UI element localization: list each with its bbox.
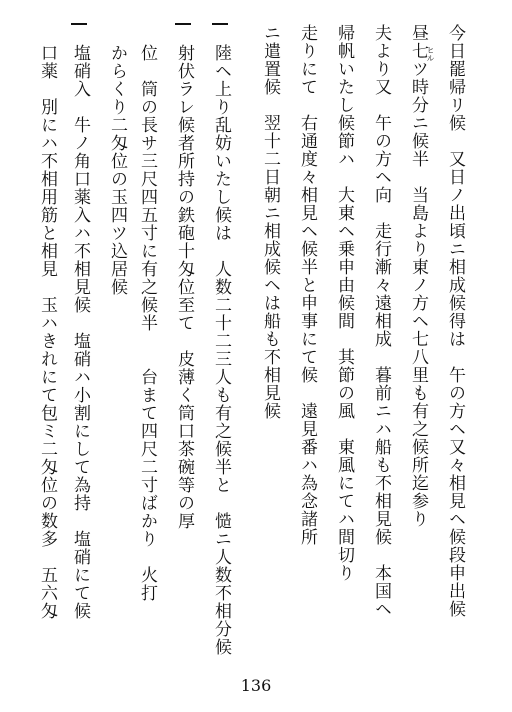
bullet-mark-2 xyxy=(171,20,197,40)
text-column-9: 位 筒の長サ三尺四五寸に有之候半 台まて四尺二寸ばかり 火打 xyxy=(137,44,157,602)
text-column-2: 昼七ツ時分ニ候半 当島より東ノ方ヘ七八里も有之候所迄参り xyxy=(408,24,428,528)
text-column-8: 射伏ラレ候者所持の鉄砲十匁位至て 皮薄く筒口茶碗等の厚 xyxy=(174,44,194,530)
text-column-3: 夫より又 午の方ヘ向 走行漸々遠相成 暮前ニハ船も不相見候 本国ヘ xyxy=(371,24,391,618)
bullet-mark-3 xyxy=(67,20,93,40)
text-column-10: からくり二匁位の玉四ツ込居候 xyxy=(107,44,127,296)
text-column-1: 今日罷帰リ候 又日ノ出頃ニ相成候得は 午の方ヘ又々相見ヘ候段申出候 xyxy=(445,24,465,618)
page-number: 136 xyxy=(240,676,272,695)
bullet-mark-1 xyxy=(208,20,234,40)
text-column-6: ニ遣置候 翌十二日朝ニ相成候ヘは船も不相見候 xyxy=(260,24,280,420)
text-column-12: 口薬 別にハ不相用筋と相見 玉ハきれにて包ミ二匁位の数多 五六匁 xyxy=(37,44,57,620)
text-column-11: 塩硝入 牛ノ角口薬入ハ不相見候 塩硝ハ小割にして為持 塩硝にて候 xyxy=(70,44,90,620)
text-column-5: 走りにて 右通度々相見ヘ候半と申事にて候 遠見番ハ為念諸所 xyxy=(297,24,317,546)
ruby-annotation: ヒル xyxy=(426,46,435,62)
text-column-4: 帰帆いたし候節ハ 大東ヘ乗申由候間 其節の風 東風にてハ間切り xyxy=(334,24,354,582)
text-column-7: 陸ヘ上り乱妨いたし候は 人数二十二三人も有之候半と 慥ニ人数不相分候 xyxy=(211,44,231,656)
